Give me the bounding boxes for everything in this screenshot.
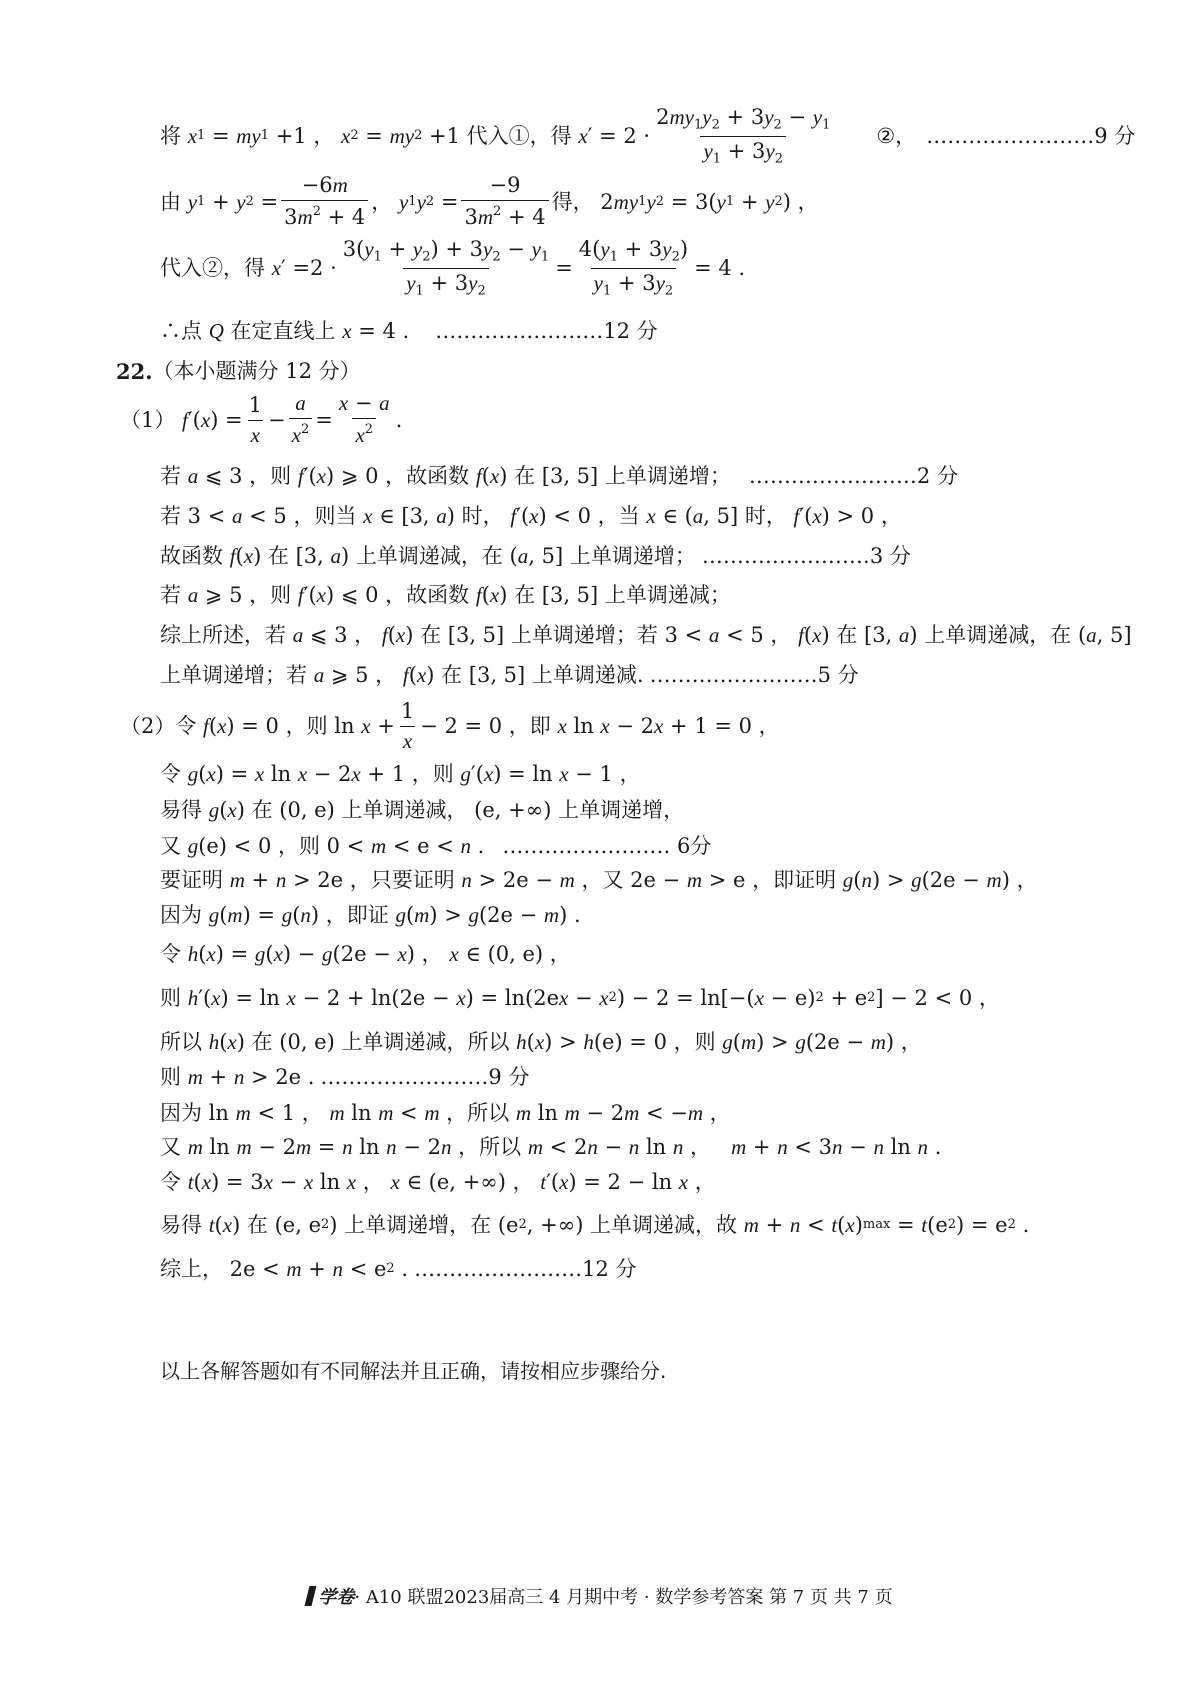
line-summary-1: 综上所述，若 a ⩽ 3 ， f ( x ) 在 [3, 5] 上单调递增；若 3 < a < 5 ， f ( x ) 在 [3, a ) 上单调递减，在 ( a , 5] xyxy=(160,622,1132,647)
fraction: $\frac{x - a}{x^2}$ xyxy=(338,391,390,448)
line-summary-2: 上单调递增；若 a ⩾ 5 ， f ( x ) 在 [3, 5] 上单调递减. ……………………5 分 xyxy=(160,662,859,687)
line-define-t: 令 t ( x ) = 3 x − x ln x ， x ∈ (e, +∞) ， t ′( x ) = 2 − ln x ， xyxy=(160,1169,716,1194)
brand-name: 学卷 xyxy=(318,1587,355,1608)
fraction: $\frac{4(y_1 + 3y_2)}{y_1 + 3y_2}$ xyxy=(578,236,689,299)
line-substitute-2: 代入②，得 x ′ =2 · $\frac{3(y_1 + y_2) + 3y_2 - y_1}{y_1 + 3y_2}$ = $\frac{4(y_1 + 3y_2)}{y_1 + 3y_2}$ = 4 . xyxy=(160,236,746,299)
line-to-prove: 要证明 m + n > 2e ，只要证明 n > 2e − m ，又 2e − m > e ，即证明 g ( n ) > g (2e − m ) ， xyxy=(160,867,1038,892)
line-h-derivative: 则 h ′( x ) = ln x − 2 + ln(2e − x ) = ln(2e x − x 2 ) − 2 = ln[−( x − e) 2 + e 2 ] − 2 < 0 ， xyxy=(160,985,1000,1010)
score-marker: ……………………2 分 xyxy=(748,463,958,488)
line-g-monotone: 易得 g ( x ) 在 (0, e) 上单调递减， (e, +∞) 上单调递增， xyxy=(160,797,685,822)
score-marker: ……………………3 分 xyxy=(701,543,911,568)
page-footer xyxy=(0,1583,1200,1609)
fraction: $\frac{1}{x}$ xyxy=(248,392,263,447)
line-derivative: （1） f ′( x ) = $\frac{1}{x}$ − $\frac{a}{x^2}$ = $\frac{x - a}{x^2}$ . xyxy=(120,391,403,448)
line-conclusion-q: ∴点 Q 在定直线上 x = 4 . ……………………12 分 xyxy=(160,318,658,343)
brand-logo-icon xyxy=(305,1586,317,1606)
fraction: $\frac{-9}{3m^2 + 4}$ xyxy=(461,175,548,228)
fraction: $\frac{3(y_1 + y_2) + 3y_2 - y_1}{y_1 + 3y_2}$ xyxy=(342,236,550,299)
line-t-monotone: 易得 t ( x ) 在 (e, e 2 ) 上单调递增，在 (e 2 , +∞) 上单调递减，故 m + n < t ( x ) max = t (e 2 ) = e 2 . xyxy=(160,1212,1030,1237)
score-marker: ……………………12 分 xyxy=(435,318,658,343)
line-substitute: 将 x 1 = my 1 +1 ， x 2 = my 2 +1 代入①，得 x ′ = 2 · $\frac{2my_1y_2 + 3y_2 - y_1}{y_1 + 3y_2}$ ②， ……………………9 分 xyxy=(160,104,1136,167)
line-case-a-ge-5: 若 a ⩾ 5 ，则 f ′( x ) ⩽ 0 ，故函数 f ( x ) 在 [3, 5] 上单调递减； xyxy=(160,582,731,607)
fraction: $\frac{-6m}{3m^2 + 4}$ xyxy=(281,175,368,228)
fraction: $\frac{2my_1y_2 + 3y_2 - y_1}{y_1 + 3y_2}$ xyxy=(656,104,831,167)
fraction: $\frac{a}{x^2}$ xyxy=(289,393,313,446)
fraction: $\frac{1}{x}$ xyxy=(400,698,415,753)
line-h-monotone: 所以 h ( x ) 在 (0, e) 上单调递减，所以 h ( x ) > h (e) = 0 ，则 g ( m ) > g (2e − m ) ， xyxy=(160,1029,922,1054)
footer-text: · A10 联盟2023届高三 4 月期中考 · 数学参考答案 第 7 页 共 7 页 xyxy=(354,1587,893,1608)
line-because-ln: 因为 ln m < 1 ， m ln m < m ，所以 m ln m − 2 m < − m ， xyxy=(160,1100,731,1125)
problem-22-heading: 22. （本小题满分 12 分） xyxy=(116,358,361,384)
score-marker: ……………………9 分 xyxy=(926,123,1136,148)
line-because-g: 因为 g ( m ) = g ( n ) ，即证 g ( m ) > g (2e − m ) . xyxy=(160,902,581,927)
grading-note: 以上各解答题如有不同解法并且正确，请按相应步骤给分. xyxy=(160,1359,667,1383)
score-marker: ……………………9 分 xyxy=(320,1064,530,1089)
line-final: 综上， 2e < m + n < e 2 . ……………………12 分 xyxy=(160,1256,637,1281)
line-g-e: 又 g (e) < 0 ，则 0 < m < e < n . …………………… 6分 xyxy=(160,833,712,858)
score-marker: ……………………12 分 xyxy=(414,1256,637,1281)
line-case-3-a-5: 若 3 < a < 5 ，则当 x ∈ [3, a ) 时， f ′( x ) < 0 ，当 x ∈ ( a , 5] 时， f ′( x ) > 0 ， xyxy=(160,503,902,528)
line-case-a-le-3: 若 a ⩽ 3 ，则 f ′( x ) ⩾ 0 ，故函数 f ( x ) 在 [3, 5] 上单调递增； ……………………2 分 xyxy=(160,463,958,488)
line-define-h: 令 h ( x ) = g ( x ) − g (2e − x ) ， x ∈ (0, e) ， xyxy=(160,941,571,966)
line-vieta: 由 y 1 + y 2 = $\frac{-6m}{3m^2 + 4}$ ， y 1 y 2 = $\frac{-9}{3m^2 + 4}$ 得， 2 my 1 y 2 = 3( y 1 + y 2 ) ， xyxy=(160,173,819,230)
score-marker: ……………………5 分 xyxy=(649,662,859,687)
line-case-3-a-5-cont: 故函数 f ( x ) 在 [3, a ) 上单调递减，在 ( a , 5] 上单调递增； ……………………3 分 xyxy=(160,543,911,568)
line-define-g: 令 g ( x ) = x ln x − 2 x + 1 ，则 g ′( x ) = ln x − 1 ， xyxy=(160,761,641,786)
score-marker: …………………… 6分 xyxy=(502,833,712,858)
line-part2-start: （2）令 f ( x ) = 0 ，则 ln x + $\frac{1}{x}$ − 2 = 0 ，即 x ln x − 2 x + 1 = 0 ， xyxy=(120,698,780,753)
line-also-m-ln-m: 又 m ln m − 2 m = n ln n − 2 n ，所以 m < 2 n − n ln n ， m + n < 3 n − n ln n . xyxy=(160,1134,942,1159)
line-mn-gt-2e: 则 m + n > 2e . ……………………9 分 xyxy=(160,1064,530,1089)
